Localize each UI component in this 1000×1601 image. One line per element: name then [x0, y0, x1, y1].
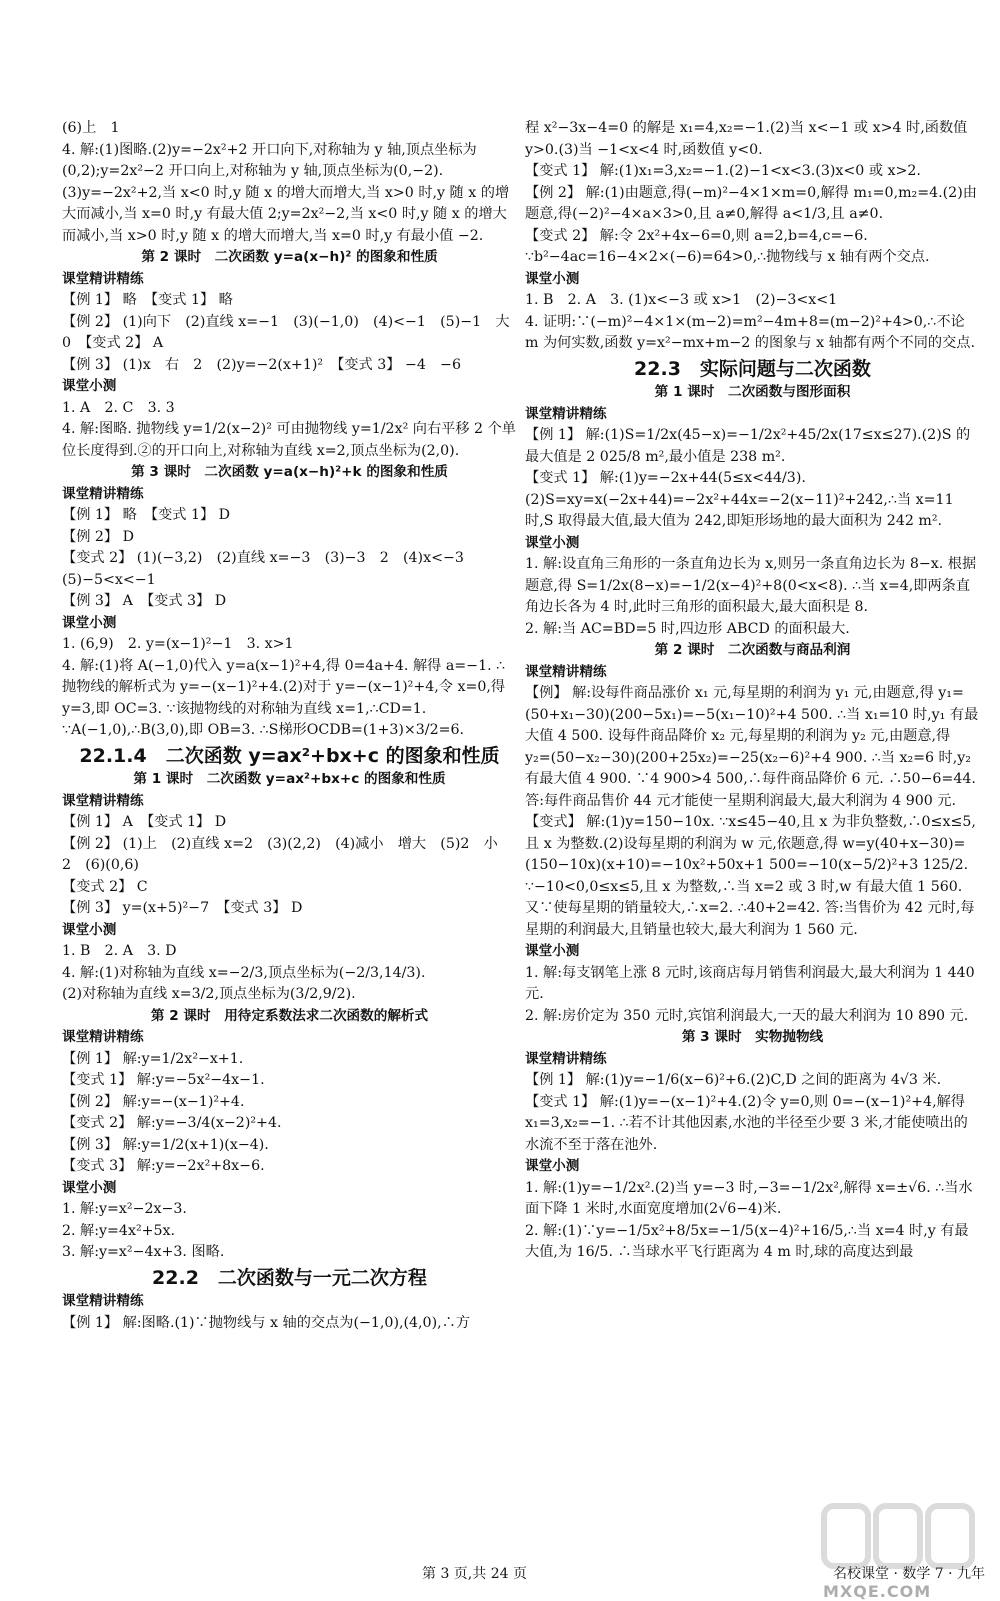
left-heading-30: 第 2 课时 用待定系数法求二次函数的解析式 — [150, 1007, 429, 1024]
left-heading-2: 第 2 课时 二次函数 y=a(x−h)² 的图象和性质 — [141, 249, 438, 265]
left-text-line-34: 【例 2】 解:y=−(x−1)²+4. — [62, 1093, 245, 1110]
right-text-line-6: 4. 证明:∵(−m)²−4×1×(m−2)=m²−4m+8=(m−2)²+4>0,∴不论 m 为何实数,函数 y=x²−mx+m−2 的图象与 x 轴都有两个不同的交点. — [525, 313, 975, 351]
right-text-line-28: 2. 解:(1)∵y=−1/5x²+8/5x=−1/5(x−4)²+16/5,∴当 x=4 时,y 有最大值,为 16/5. ∴当球水平飞行距离为 4 m 时,球的高度达到最 — [525, 1222, 969, 1260]
left-heading-43: 课堂精讲精练 — [62, 1293, 144, 1309]
left-text-line-18: 4. 解:(1)将 A(−1,0)代入 y=a(x−1)²+4,得 0=4a+4. 解得 a=−1. ∴抛物线的解析式为 y=−(x−1)²+4.(2)对于 y=−(x−1)²+4,令 x=0,得 y=3,即 OC=3. ∵该抛物线的对称轴为直线 x=1,∴CD=1. ∵A(−1,0),∴B(3,0),即 OB=3. ∴S梯形OCDB=(1+3)×3/2=6. — [62, 657, 506, 738]
right-text-line-14: 2. 解:当 AC=BD=5 时,四边形 ABCD 的面积最大. — [525, 620, 850, 637]
right-heading-16: 课堂精讲精练 — [525, 663, 607, 680]
book-title: 名校课堂 · 数学 7 · 九年 — [833, 1566, 986, 1582]
right-text-line-13: 1. 解:设直角三角形的一条直角边长为 x,则另一条直角边长为 8−x. 根据题意,得 S=1/2x(8−x)=−1/2(x−4)²+8(0<x<8). ∴当 x=4,即两条直角边长各为 4 时,此时三角形的面积最大,最大面积是 8. — [525, 556, 977, 615]
left-text-line-32: 【例 1】 解:y=1/2x²−x+1. — [62, 1050, 244, 1067]
left-text-line-14: 【变式 2】 (1)(−3,2) (2)直线 x=−3 (3)−3 2 (4)x<−3 (5)−5<x<−1 — [62, 550, 479, 588]
right-heading-8: 第 1 课时 二次函数与图形面积 — [654, 384, 851, 400]
right-text-line-11: 【变式 1】 解:(1)y=−2x+44(5≤x<44/3).(2)S=xy=x(−2x+44)=−2x²+44x=−2(x−11)²+242,∴当 x=11 时,S 取得最大值,最大值为 242,即矩形场地的最大面积为 242 m². — [525, 470, 954, 529]
right-text-line-10: 【例 1】 解:(1)S=1/2x(45−x)=−1/2x²+45/2x(17≤x≤27).(2)S 的最大值是 2 025/8 m²,最小值是 238 m². — [525, 427, 971, 465]
right-heading-26: 课堂小测 — [525, 1158, 580, 1174]
left-heading-19: 22.1.4 二次函数 y=ax²+bx+c 的图象和性质 — [79, 744, 500, 767]
left-heading-11: 课堂精讲精练 — [62, 485, 144, 502]
right-heading-9: 课堂精讲精练 — [525, 405, 607, 422]
right-text-line-0: 程 x²−3x−4=0 的解是 x₁=4,x₂=−1.(2)当 x<−1 或 x>4 时,函数值 y>0.(3)当 −1<x<4 时,函数值 y<0. — [525, 120, 968, 158]
left-heading-38: 课堂小测 — [62, 1179, 117, 1196]
right-text-line-17: 【例】 解:设每件商品涨价 x₁ 元,每星期的利润为 y₁ 元,由题意,得 y₁=(50+x₁−30)(200−5x₁)=−5(x₁−10)²+4 500. ∴当 x₁=10 时,y₁ 有最大值 4 500. 设每件商品降价 x₂ 元,每星期的利润为 y₂ 元,由题意,得 y₂=(50−x₂−30)(200+25x₂)=−25(x₂−6)²+4 900. ∴当 x₂=6 时,y₂ 有最大值 4 900. ∵4 900>4 500,∴每件商品降价 6 元. ∴50−6=44. 答:每件商品售价 44 元才能使一星期利润最大,最大利润为 4 900 元. — [525, 685, 979, 809]
left-text-line-25: 【例 3】 y=(x+5)²−7 【变式 3】 D — [62, 900, 303, 916]
left-text-line-37: 【变式 3】 解:y=−2x²+8x−6. — [62, 1158, 265, 1174]
left-heading-20: 第 1 课时 二次函数 y=ax²+bx+c 的图象和性质 — [133, 771, 446, 787]
left-heading-7: 课堂小测 — [62, 378, 117, 394]
left-text-line-5: 【例 2】 (1)向下 (2)直线 x=−1 (3)(−1,0) (4)<−1 (5)−1 大 0 【变式 2】 A — [62, 313, 524, 351]
right-text-line-18: 【变式】 解:(1)y=150−10x. ∵x≤45−40,且 x 为非负整数,∴0≤x≤5,且 x 为整数.(2)设每星期的利润为 w 元,依题意,得 w=y(40+x−30)=(150−10x)(x+10)=−10x²+50x+1 500=−10(x−5/2)²+3 125/2. ∵−10<0,0≤x≤5,且 x 为整数,∴当 x=2 或 3 时,w 有最大值 1 560. 又∵使每星期的销量较大,∴x=2. ∴40+2=42. 答:当售价为 42 元时,每星期的利润最大,且销量也较大,最大利润为 1 560 元. — [525, 814, 976, 938]
left-text-line-15: 【例 3】 A 【变式 3】 D — [62, 593, 227, 609]
right-text-line-25: 【变式 1】 解:(1)y=−(x−1)²+4.(2)令 y=0,则 0=−(x−1)²+4,解得 x₁=3,x₂=−1. ∴若不计其他因素,水池的半径至少要 3 米,才能使喷出的水流不至于落在池外. — [525, 1093, 968, 1153]
right-heading-23: 课堂精讲精练 — [525, 1050, 607, 1067]
left-text-line-33: 【变式 1】 解:y=−5x²−4x−1. — [62, 1072, 265, 1088]
right-heading-4: 课堂小测 — [525, 270, 580, 287]
left-text-line-28: 4. 解:(1)对称轴为直线 x=−2/3,顶点坐标为(−2/3,14/3). — [62, 964, 426, 981]
right-heading-19: 课堂小测 — [525, 943, 580, 959]
left-text-line-9: 4. 解:图略. 抛物线 y=1/2(x−2)² 可由抛物线 y=1/2x² 向右平移 2 个单位长度得到.②的开口向上,对称轴为直线 x=2,顶点坐标为(2,0). — [62, 421, 516, 459]
left-heading-10: 第 3 课时 二次函数 y=a(x−h)²+k 的图象和性质 — [131, 464, 448, 480]
left-text-line-24: 【变式 2】 C — [62, 878, 148, 895]
right-text-line-5: 1. B 2. A 3. (1)x<−3 或 x>1 (2)−3<x<1 — [525, 292, 838, 308]
right-heading-15: 第 2 课时 二次函数与商品利润 — [654, 642, 851, 658]
left-text-line-22: 【例 1】 A 【变式 1】 D — [62, 814, 227, 830]
right-heading-12: 课堂小测 — [525, 534, 580, 551]
right-text-line-2: 【例 2】 解:(1)由题意,得(−m)²−4×1×m=0,解得 m₁=0,m₂=4.(2)由题意,得(−2)²−4×a×3>0,且 a≠0,解得 a<1/3,且 a≠0. — [525, 184, 977, 222]
left-text-line-4: 【例 1】 略 【变式 1】 略 — [62, 292, 233, 308]
answer-logo-icon — [818, 1498, 978, 1594]
right-text-line-24: 【例 1】 解:(1)y=−1/6(x−6)²+6.(2)C,D 之间的距离为 4√3 米. — [525, 1072, 942, 1088]
left-text-line-27: 1. B 2. A 3. D — [62, 943, 177, 959]
left-heading-16: 课堂小测 — [62, 614, 117, 631]
left-text-line-12: 【例 1】 略 【变式 1】 D — [62, 507, 231, 523]
left-text-line-41: 3. 解:y=x²−4x+3. 图略. — [62, 1244, 225, 1260]
left-text-line-0: (6)上 1 — [62, 120, 120, 136]
left-text-line-1: 4. 解:(1)图略.(2)y=−2x²+2 开口向下,对称轴为 y 轴,顶点坐标为(0,2);y=2x²−2 开口向上,对称轴为 y 轴,顶点坐标为(0,−2).(3)y=−2x²+2,当 x<0 时,y 随 x 的增大而增大,当 x>0 时,y 随 x 的增大而减小,当 x=0 时,y 有最大值 2;y=2x²−2,当 x<0 时,y 随 x 的增大而减小,当 x>0 时,y 随 x 的增大而增大,当 x=0 时,y 有最小值 −2. — [62, 141, 510, 244]
right-text-line-1: 【变式 1】 解:(1)x₁=3,x₂=−1.(2)−1<x<3.(3)x<0 或 x>2. — [525, 163, 921, 179]
left-text-line-29: (2)对称轴为直线 x=3/2,顶点坐标为(3/2,9/2). — [62, 986, 356, 1002]
left-text-line-23: 【例 2】 (1)上 (2)直线 x=2 (3)(2,2) (4)减小 增大 (5)2 小 2 (6)(0,6) — [62, 835, 513, 873]
left-text-line-36: 【例 3】 解:y=1/2(x+1)(x−4). — [62, 1136, 269, 1153]
watermark-text: MXQE.COM — [823, 1582, 932, 1601]
left-text-line-8: 1. A 2. C 3. 3 — [62, 399, 175, 416]
left-column — [62, 118, 524, 1334]
right-heading-22: 第 3 课时 实物抛物线 — [681, 1029, 824, 1045]
left-heading-3: 课堂精讲精练 — [62, 270, 144, 287]
left-heading-42: 22.2 二次函数与一元二次方程 — [152, 1266, 427, 1289]
right-text-line-20: 1. 解:每支钢笔上涨 8 元时,该商店每月销售利润最大,最大利润为 1 440 元. — [525, 964, 975, 1002]
left-text-line-17: 1. (6,9) 2. y=(x−1)²−1 3. x>1 — [62, 636, 294, 652]
left-text-line-39: 1. 解:y=x²−2x−3. — [62, 1201, 187, 1217]
right-column — [525, 118, 980, 1264]
left-text-line-6: 【例 3】 (1)x 右 2 (2)y=−2(x+1)² 【变式 3】 −4 −6 — [62, 356, 461, 373]
right-text-line-21: 2. 解:房价定为 350 元时,宾馆利润最大,一天的最大利润为 10 890 元. — [525, 1007, 969, 1024]
left-text-line-35: 【变式 2】 解:y=−3/4(x−2)²+4. — [62, 1115, 282, 1131]
left-heading-31: 课堂精讲精练 — [62, 1029, 144, 1045]
left-text-line-40: 2. 解:y=4x²+5x. — [62, 1222, 176, 1239]
right-text-line-27: 1. 解:(1)y=−1/2x².(2)当 y=−3 时,−3=−1/2x²,解得 x=±√6. ∴当水面下降 1 米时,水面宽度增加(2√6−4)米. — [525, 1179, 973, 1217]
left-heading-21: 课堂精讲精练 — [62, 792, 144, 809]
right-heading-7: 22.3 实际问题与二次函数 — [634, 357, 871, 380]
left-text-line-13: 【例 2】 D — [62, 528, 134, 545]
page-number: 第 3 页,共 24 页 — [422, 1566, 527, 1582]
left-text-line-44: 【例 1】 解:图略.(1)∵抛物线与 x 轴的交点为(−1,0),(4,0),∴方 — [62, 1314, 471, 1331]
right-text-line-3: 【变式 2】 解:令 2x²+4x−6=0,则 a=2,b=4,c=−6. ∵b²−4ac=16−4×2×(−6)=64>0,∴抛物线与 x 轴有两个交点. — [525, 227, 930, 265]
left-heading-26: 课堂小测 — [62, 921, 117, 938]
